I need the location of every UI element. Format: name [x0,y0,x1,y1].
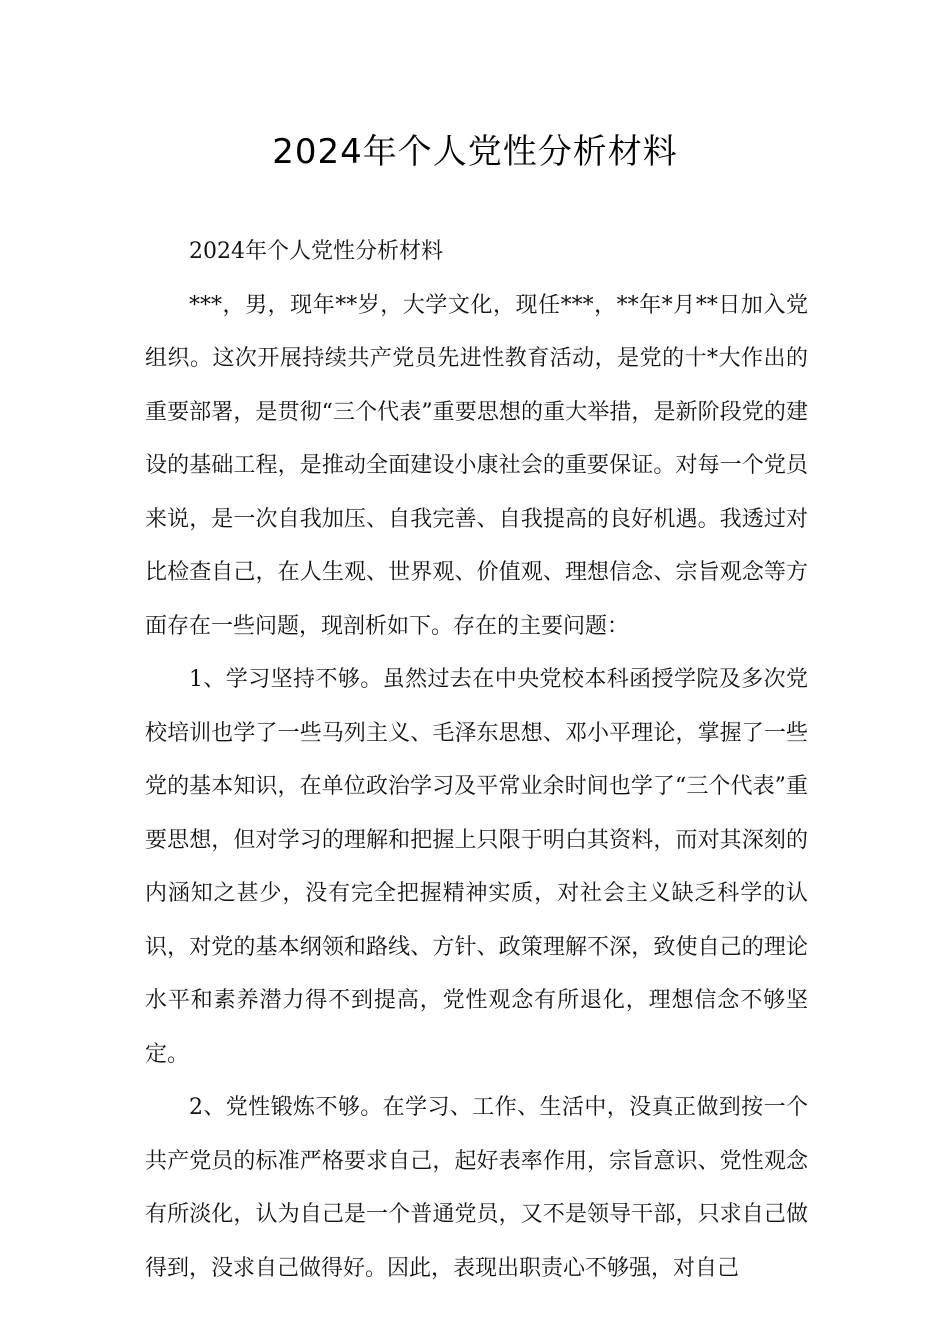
body-paragraph-subtitle: 2024年个人党性分析材料 [189,239,443,264]
body-paragraph-intro: ***，男，现年**岁，大学文化，现任***，**年*月**日加入党组织。这次开展持续共产党员先进性教育活动，是党的十*大作出的重要部署，是贯彻“三个代表”重要思想的重大举措，是新阶段党的建设的基础工程，是推动全面建设小康社会的重要保证。对每一个党员来说，是一次自我加压、自我完善、自我提高的良好机遇。我透过对比检查自己，在人生观、世界观、价值观、理想信念、宗旨观念等方面存在一些问题，现剖析如下。存在的主要问题： [145,292,808,639]
body-paragraph-point-2: 2、党性锻炼不够。在学习、工作、生活中，没真正做到按一个共产党员的标准严格要求自己，起好表率作用，宗旨意识、党性观念有所淡化，认为自己是一个普通党员，又不是领导干部，只求自己做得到，没求自己做得好。因此，表现出职责心不够强，对自己 [145,1095,808,1281]
body-paragraph-point-1: 1、学习坚持不够。虽然过去在中央党校本科函授学院及多次党校培训也学了一些马列主义、毛泽东思想、邓小平理论，掌握了一些党的基本知识，在单位政治学习及平常业余时间也学了“三个代表”重要思想，但对学习的理解和把握上只限于明白其资料，而对其深刻的内涵知之甚少，没有完全把握精神实质，对社会主义缺乏科学的认识，对党的基本纲领和路线、方针、政策理解不深，致使自己的理论水平和素养潜力得不到提高，党性观念有所退化，理想信念不够坚定。 [145,667,808,1067]
document-body [145,225,808,1295]
document-title: 2024年个人党性分析材料 [272,132,678,172]
